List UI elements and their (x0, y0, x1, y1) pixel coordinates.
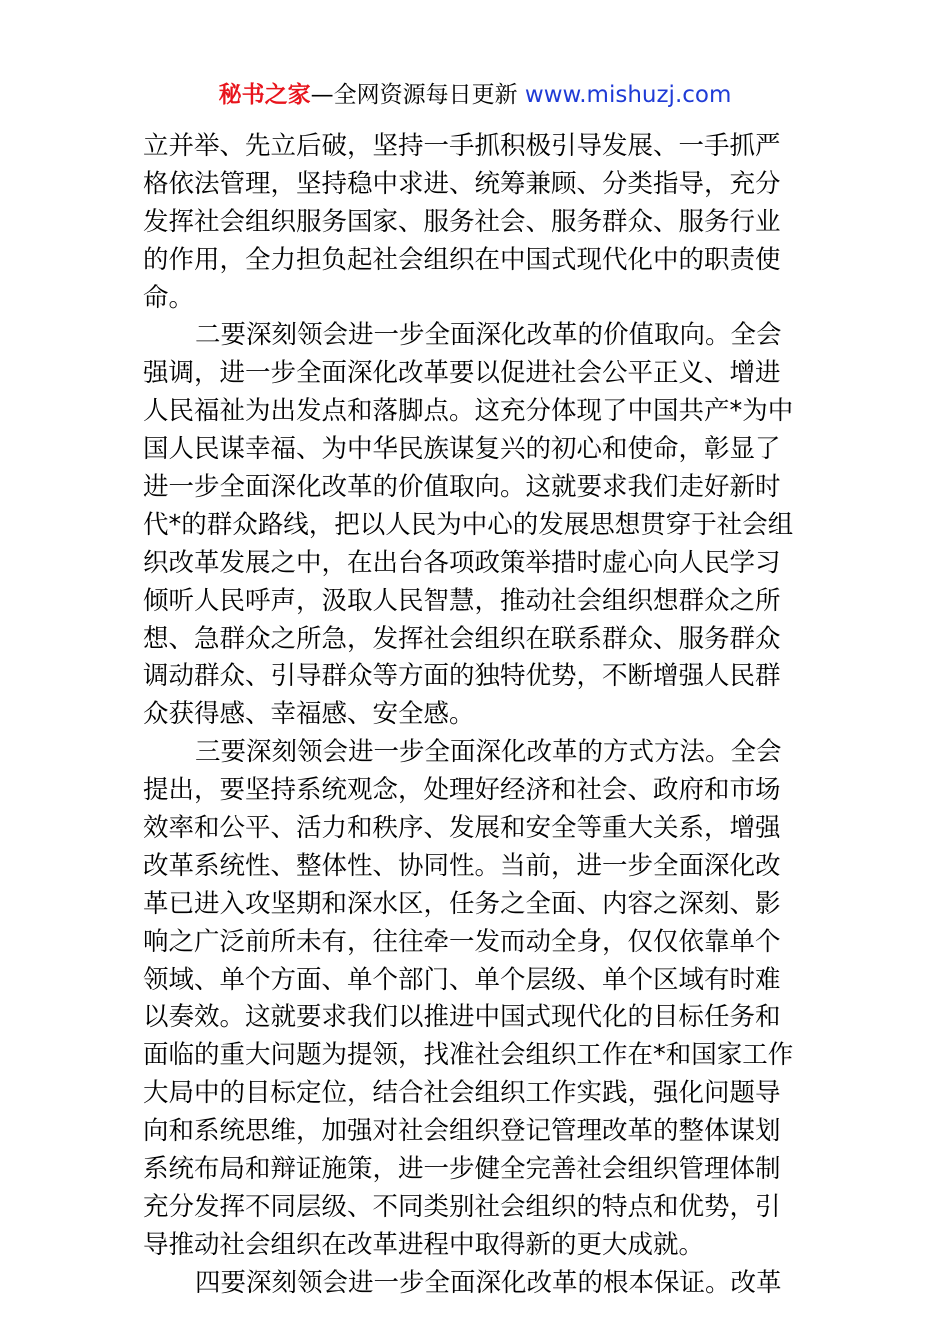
text-line: 想、急群众之所急，发挥社会组织在联系群众、服务群众 (143, 623, 781, 654)
text-line: 面临的重大问题为提领，找准社会组织工作在*和国家工作 (143, 1040, 794, 1071)
text-line: 调动群众、引导群众等方面的独特优势，不断增强人民群 (143, 661, 781, 692)
text-line: 国人民谋幸福、为中华民族谋复兴的初心和使命，彰显了 (143, 434, 781, 465)
text-line: 系统布局和辩证施策，进一步健全完善社会组织管理体制 (143, 1154, 781, 1185)
text-line: 人民福祉为出发点和落脚点。这充分体现了中国共产*为中 (143, 396, 794, 427)
text-line: 革已进入攻坚期和深水区，任务之全面、内容之深刻、影 (143, 888, 781, 919)
text-line: 响之广泛前所未有，往往牵一发而动全身，仅仅依靠单个 (143, 926, 781, 957)
site-tagline: —全网资源每日更新 (310, 82, 518, 108)
text-line: 强调，进一步全面深化改革要以促进社会公平正义、增进 (143, 358, 781, 389)
page-header (0, 78, 950, 112)
text-line: 导推动社会组织在改革进程中取得新的更大成就。 (143, 1229, 705, 1260)
text-line: 大局中的目标定位，结合社会组织工作实践，强化问题导 (143, 1078, 781, 1109)
text-line: 领域、单个方面、单个部门、单个层级、单个区域有时难 (143, 964, 781, 995)
text-line: 以奏效。这就要求我们以推进中国式现代化的目标任务和 (143, 1002, 781, 1033)
site-url[interactable]: www.mishuzj.com (524, 82, 732, 108)
paragraph-start-line: 三要深刻领会进一步全面深化改革的方式方法。全会 (195, 737, 782, 768)
text-line: 倾听人民呼声，汲取人民智慧，推动社会组织想群众之所 (143, 585, 781, 616)
text-line: 进一步全面深化改革的价值取向。这就要求我们走好新时 (143, 472, 781, 503)
paragraph-start-line: 四要深刻领会进一步全面深化改革的根本保证。改革 (195, 1267, 782, 1298)
text-line: 众获得感、幸福感、安全感。 (143, 699, 475, 730)
text-line: 向和系统思维，加强对社会组织登记管理改革的整体谋划 (143, 1116, 781, 1147)
text-line: 改革系统性、整体性、协同性。当前，进一步全面深化改 (143, 850, 781, 881)
text-line: 格依法管理，坚持稳中求进、统筹兼顾、分类指导，充分 (143, 168, 781, 199)
text-line: 立并举、先立后破，坚持一手抓积极引导发展、一手抓严 (143, 131, 781, 161)
text-line: 的作用，全力担负起社会组织在中国式现代化中的职责使 (143, 244, 781, 275)
document-body (143, 128, 808, 1303)
text-line: 命。 (143, 282, 195, 313)
text-line: 提出，要坚持系统观念，处理好经济和社会、政府和市场 (143, 775, 781, 806)
paragraph-start-line: 二要深刻领会进一步全面深化改革的价值取向。全会 (195, 320, 782, 351)
site-brand: 秘书之家 (218, 82, 311, 108)
text-line: 充分发挥不同层级、不同类别社会组织的特点和优势，引 (143, 1191, 781, 1222)
text-line: 织改革发展之中，在出台各项政策举措时虚心向人民学习 (143, 547, 781, 578)
text-line: 代*的群众路线，把以人民为中心的发展思想贯穿于社会组 (143, 509, 794, 540)
text-line: 效率和公平、活力和秩序、发展和安全等重大关系，增强 (143, 813, 781, 844)
text-line: 发挥社会组织服务国家、服务社会、服务群众、服务行业 (143, 206, 781, 237)
